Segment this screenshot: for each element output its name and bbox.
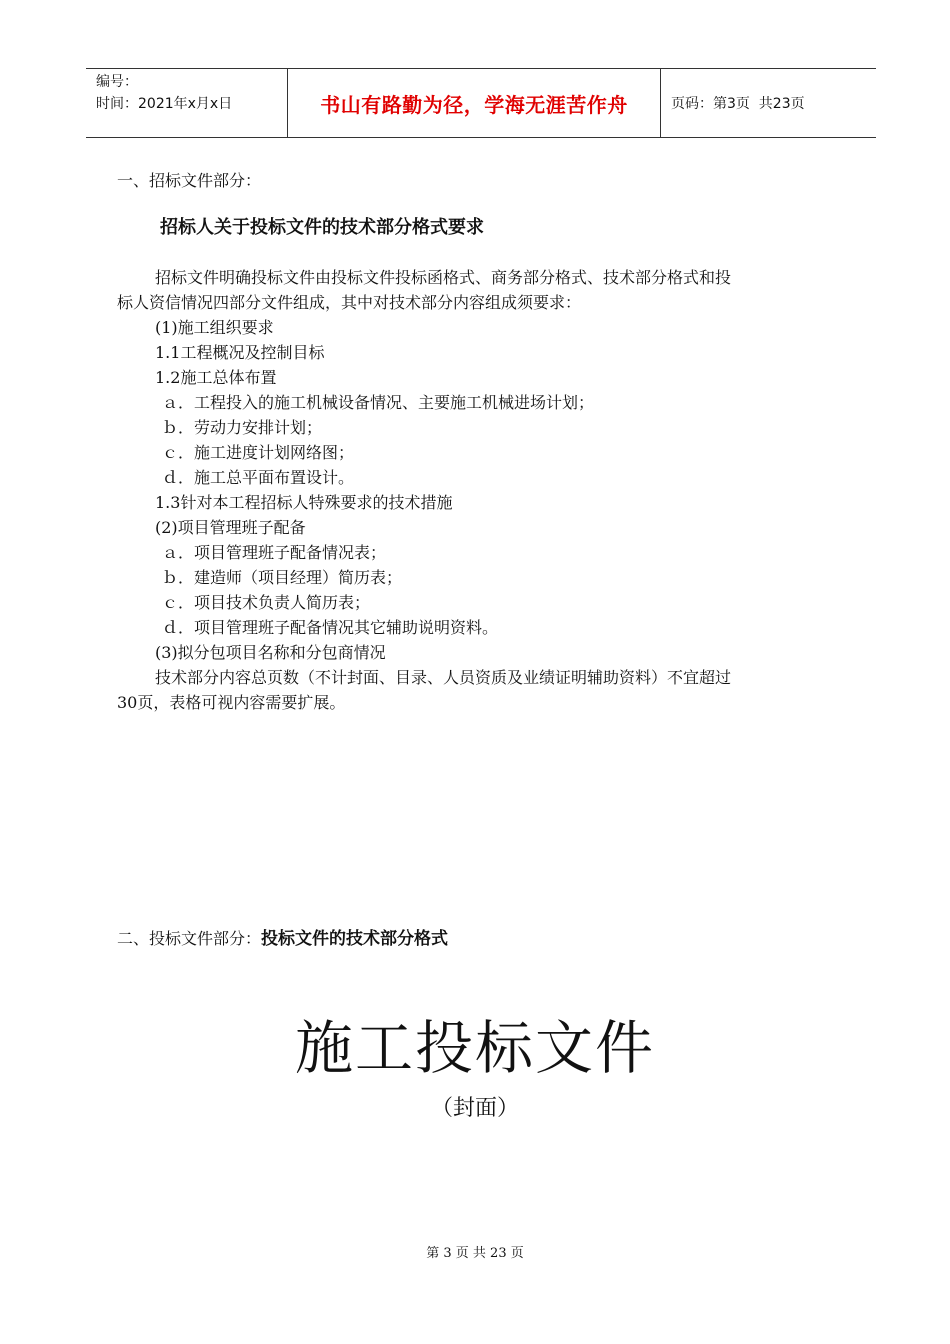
header-serial: 编号： — [96, 74, 138, 90]
header-page-info — [661, 69, 876, 137]
cover-title: 施工投标文件 — [294, 1014, 655, 1082]
list-item: 1.2施工总体布置 — [155, 368, 277, 387]
header-page-number: 页码：第3页 共23页 — [671, 96, 805, 112]
list-item: ａ．工程投入的施工机械设备情况、主要施工机械进场计划； — [162, 393, 595, 412]
doc-title: 招标人关于投标文件的技术部分格式要求 — [160, 217, 484, 238]
section-heading-2 — [117, 926, 448, 952]
section-2-label: 二、投标文件部分： — [117, 929, 262, 948]
section-2-title: 投标文件的技术部分格式 — [261, 929, 449, 949]
header-motto: 书山有路勤为径，学海无涯苦作舟 — [288, 69, 661, 137]
list-item: 1.1工程概况及控制目标 — [155, 343, 325, 362]
list-item: ｂ．劳动力安排计划； — [162, 418, 323, 437]
list-item: ｃ．施工进度计划网络图； — [162, 443, 355, 462]
list-item: ｄ．项目管理班子配备情况其它辅助说明资料。 — [162, 618, 499, 637]
list-item: (1)施工组织要求 — [155, 318, 274, 337]
list-item: (3)拟分包项目名称和分包商情况 — [155, 643, 386, 662]
list-item: 1.3针对本工程招标人特殊要求的技术措施 — [155, 493, 453, 512]
list-item: (2)项目管理班子配备 — [155, 518, 306, 537]
paragraph-2-line-2: 30页，表格可视内容需要扩展。 — [117, 693, 346, 712]
list-item: ｃ．项目技术负责人简历表； — [162, 593, 371, 612]
section-heading-1: 一、招标文件部分： — [117, 171, 262, 190]
header-time: 时间：2021年x月x日 — [96, 96, 233, 112]
paragraph-1-line-1: 招标文件明确投标文件由投标文件投标函格式、商务部分格式、技术部分格式和投 — [155, 268, 732, 287]
list-item: ｂ．建造师（项目经理）简历表； — [162, 568, 403, 587]
list-item: ａ．项目管理班子配备情况表； — [162, 543, 387, 562]
header-meta — [86, 69, 288, 137]
paragraph-2-line-1: 技术部分内容总页数（不计封面、目录、人员资质及业绩证明辅助资料）不宜超过 — [155, 668, 732, 687]
cover-subtitle: （封面） — [430, 1096, 519, 1121]
page-header — [86, 68, 876, 138]
list-item: ｄ．施工总平面布置设计。 — [162, 468, 355, 487]
paragraph-1-line-2: 标人资信情况四部分文件组成，其中对技术部分内容组成须要求： — [117, 293, 582, 312]
page-footer: 第 3 页 共 23 页 — [426, 1246, 524, 1261]
